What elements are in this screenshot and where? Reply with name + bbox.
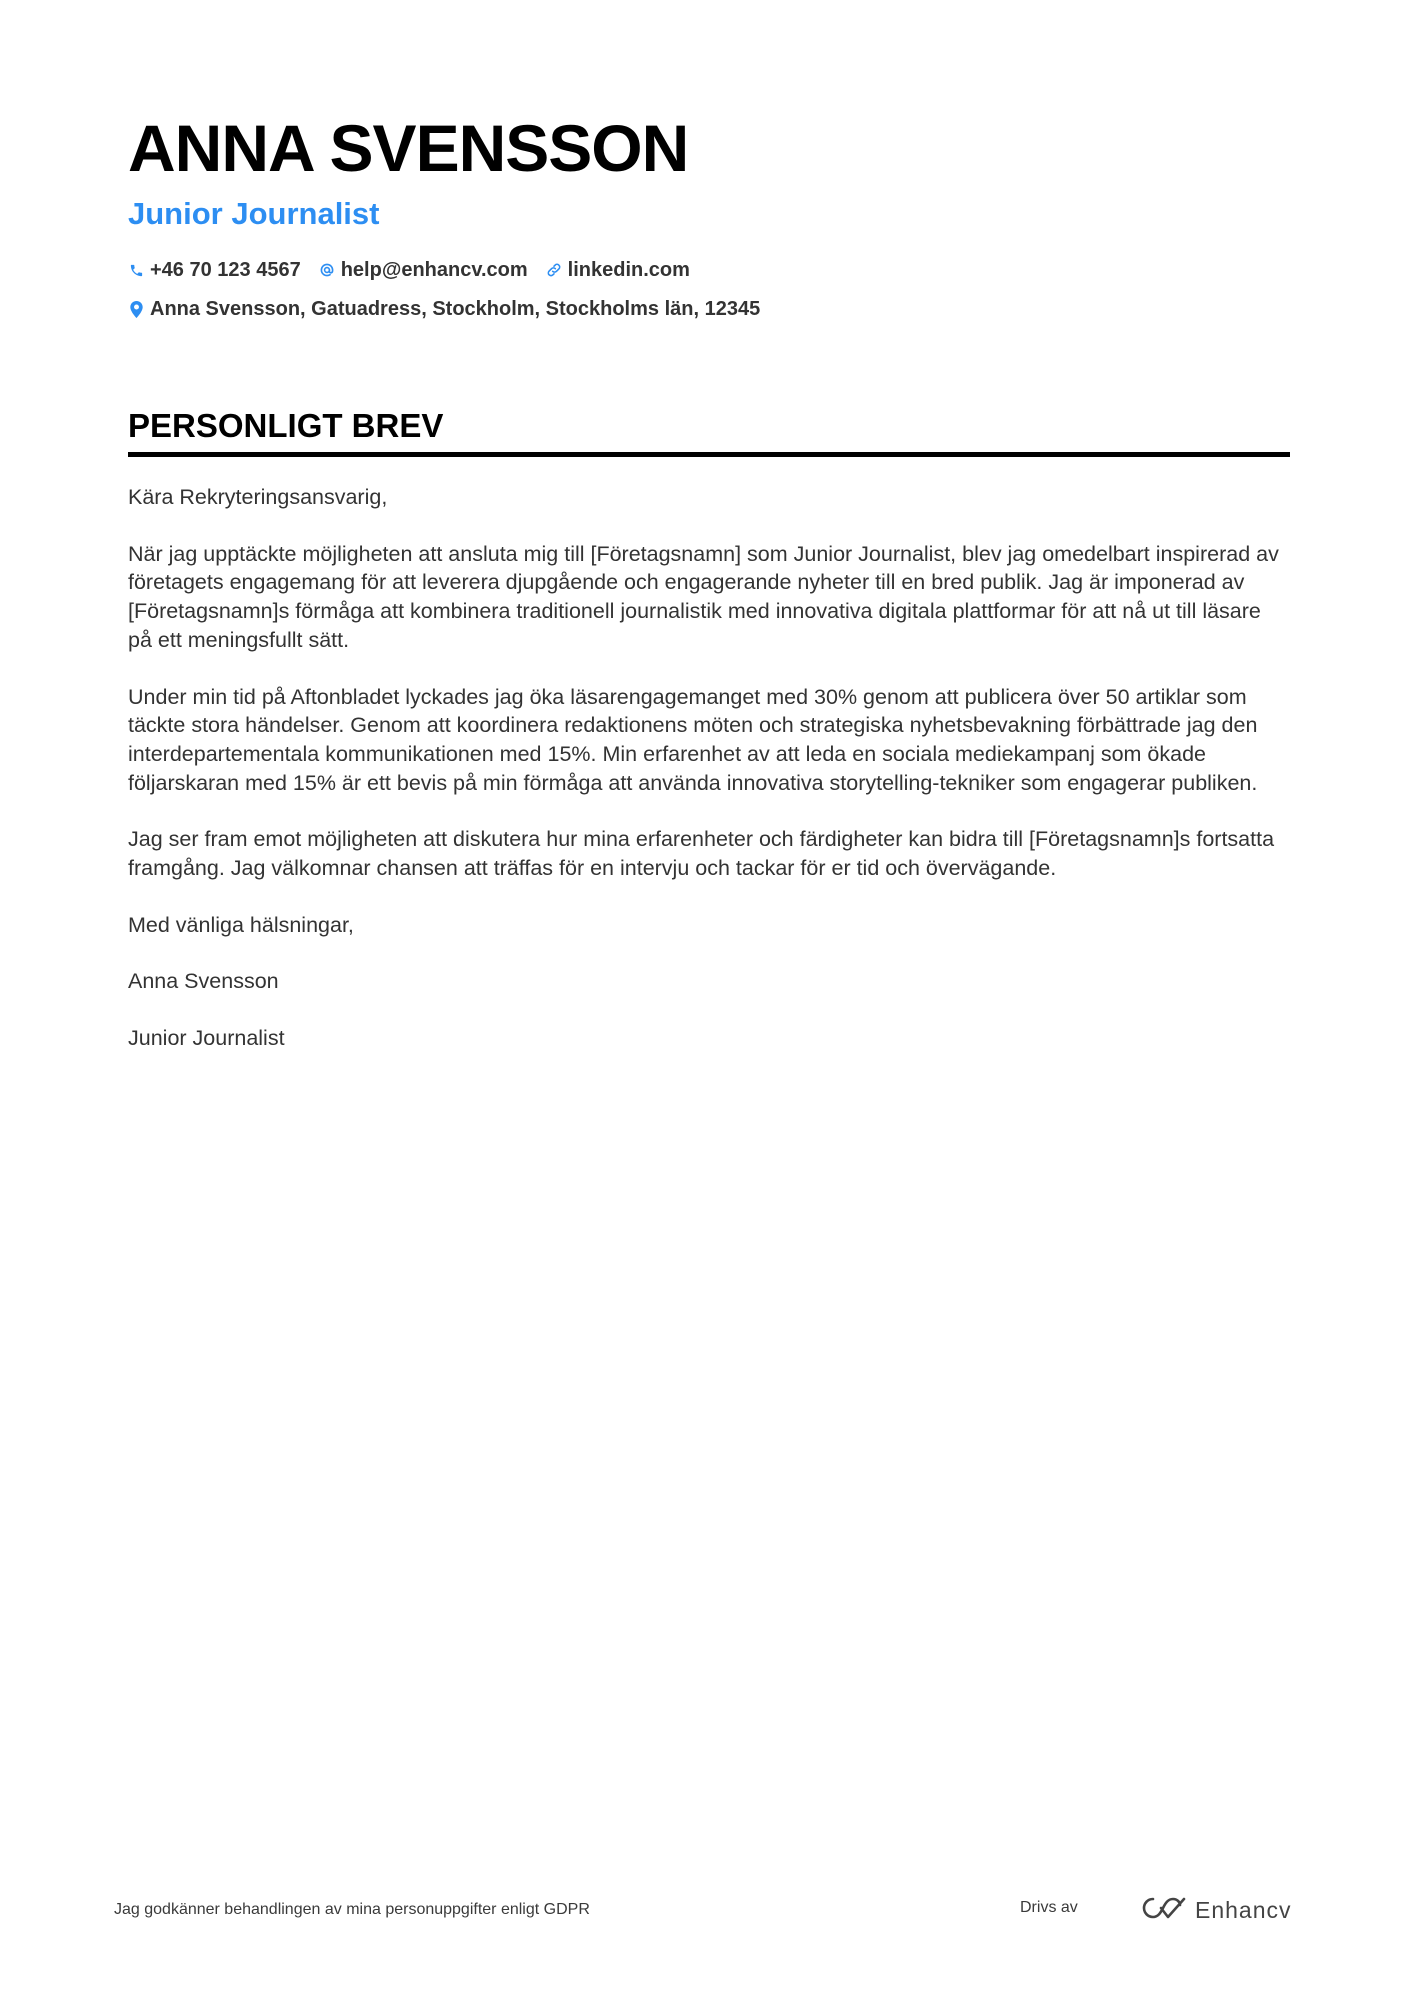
letter-greeting: Kära Rekryteringsansvarig,: [128, 485, 388, 509]
cover-letter-section: [128, 404, 1290, 1081]
at-icon: [319, 261, 335, 279]
letter-paragraph: Under min tid på Aftonbladet lyckades jag öka läsarengagemanget med 30% genom att publicera över 50 artiklar som täckte stora händelser. Genom att koordinera redaktionens möten och strategiska nyhetsbevakning förbättrade jag den interdepartementala kommunikationen med 15%. Min erfarenhet av att leda en sociala mediekampanj som ökade följarskaran med 15% är ett bevis på min förmåga att använda innovativa storytelling-tekniker som engagerar publiken.: [128, 684, 1258, 795]
contact-info: [128, 256, 1288, 323]
brand-logo[interactable]: [1141, 1893, 1292, 1927]
letter-paragraph: Jag ser fram emot möjligheten att diskutera hur mina erfarenheter och färdigheter kan bidra till [Företagsnamn]s fortsatta framgång. Jag välkomnar chansen att träffas för en intervju och tackar för er tid och övervägande.: [128, 827, 1275, 881]
location-pin-icon: [128, 300, 144, 318]
powered-by-label: Drivs av: [1020, 1899, 1078, 1916]
email-contact[interactable]: [319, 259, 528, 282]
job-title: Junior Journalist: [128, 196, 380, 231]
enhancv-logo-icon: [1141, 1895, 1187, 1926]
email-address: help@enhancv.com: [340, 258, 528, 281]
phone-contact[interactable]: [128, 259, 301, 282]
gdpr-consent-text: Jag godkänner behandlingen av mina personuppgifter enligt GDPR: [114, 1901, 590, 1918]
phone-icon: [128, 261, 144, 279]
link-icon: [546, 261, 562, 279]
signature-title: Junior Journalist: [128, 1026, 285, 1051]
letter-closing: Med vänliga hälsningar,: [128, 912, 354, 937]
signature-name: Anna Svensson: [128, 969, 279, 994]
page-footer: [114, 1893, 1294, 1927]
letter-paragraph: När jag upptäckte möjligheten att ansluta mig till [Företagsnamn] som Junior Journalist, blev jag omedelbart inspirerad av företagets engagemang för att leverera djupgående och engagerande nyheter till en bred publik. Jag är imponerad av [Företagsnamn]s förmåga att kombinera traditionell journalistik med innovativa digitala plattformar för att nå ut till läsare på ett meningsfullt sätt.: [128, 541, 1279, 652]
contact-row-address: [128, 295, 1288, 323]
section-title: PERSONLIGT BREV: [128, 404, 1290, 457]
address-contact: [128, 298, 760, 321]
postal-address: Anna Svensson, Gatuadress, Stockholm, Stockholms län, 12345: [150, 297, 761, 320]
link-contact[interactable]: [546, 259, 690, 282]
brand-name: Enhancv: [1195, 1896, 1292, 1923]
contact-row-primary: [128, 256, 1288, 284]
phone-number: +46 70 123 4567: [150, 258, 301, 281]
resume-header: [128, 108, 1288, 323]
letter-body: [128, 483, 1290, 1053]
candidate-name: ANNA SVENSSON: [128, 111, 689, 185]
profile-link: linkedin.com: [567, 258, 690, 281]
